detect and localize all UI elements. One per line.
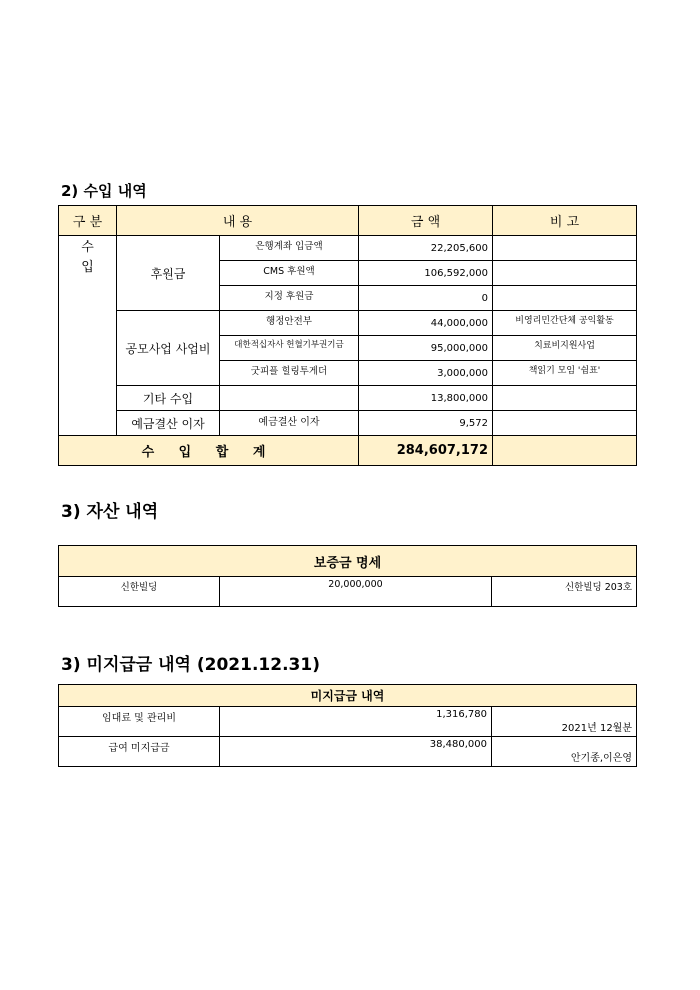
table-row [59,707,637,737]
total-amount: 284,607,172 [359,436,493,466]
unpaid-title: 미지급금 내역 [59,685,637,707]
row-item: 지정 후원금 [220,286,359,311]
group-interest: 예금결산 이자 [117,411,220,436]
group-other: 기타 수입 [117,386,220,411]
group-donation: 후원금 [117,236,220,311]
income-header-row [59,206,637,236]
group-project: 공모사업 사업비 [117,311,220,386]
row-item: 은행계좌 입금액 [220,236,359,261]
unpaid-amount: 1,316,780 [220,707,492,737]
row-amount: 22,205,600 [359,236,493,261]
asset-heading: 3) 자산 내역 [61,502,159,522]
unpaid-note: 안기종,이은영 [492,737,637,767]
table-row [59,386,637,411]
unpaid-item: 임대료 및 관리비 [59,707,220,737]
table-row [59,311,637,336]
row-note: 치료비지원사업 [493,336,637,361]
row-amount: 95,000,000 [359,336,493,361]
deposit-amount: 20,000,000 [220,577,492,607]
total-label: 수 입 합 계 [59,436,359,466]
unpaid-amount: 38,480,000 [220,737,492,767]
table-row [59,577,637,607]
deposit-table [58,545,637,607]
row-item [220,386,359,411]
row-amount: 13,800,000 [359,386,493,411]
row-note [493,411,637,436]
row-item: CMS 후원액 [220,261,359,286]
row-amount: 0 [359,286,493,311]
unpaid-note: 2021년 12월분 [492,707,637,737]
deposit-header-row [59,546,637,577]
row-amount: 9,572 [359,411,493,436]
row-note [493,236,637,261]
header-amount: 금 액 [359,206,493,236]
row-note [493,386,637,411]
row-note [493,286,637,311]
row-amount: 44,000,000 [359,311,493,336]
header-note: 비 고 [493,206,637,236]
row-item: 행정안전부 [220,311,359,336]
table-row [59,737,637,767]
unpaid-table [58,684,637,767]
row-amount: 3,000,000 [359,361,493,386]
row-note [493,261,637,286]
unpaid-item: 급여 미지급금 [59,737,220,767]
deposit-note: 신한빌딩 203호 [492,577,637,607]
row-item: 예금결산 이자 [220,411,359,436]
row-amount: 106,592,000 [359,261,493,286]
row-note: 책읽기 모임 '쉼표' [493,361,637,386]
table-row [59,236,637,261]
unpaid-header-row [59,685,637,707]
income-heading: 2) 수입 내역 [61,182,147,200]
income-category-label: 수 입 [59,236,117,436]
unpaid-heading: 3) 미지급금 내역 (2021.12.31) [61,655,320,675]
header-content: 내 용 [117,206,359,236]
income-table [58,205,637,466]
total-note [493,436,637,466]
row-item: 굿피플 힐링투게더 [220,361,359,386]
deposit-title: 보증금 명세 [59,546,637,577]
table-row [59,411,637,436]
row-note: 비영리민간단체 공익활동 [493,311,637,336]
income-total-row [59,436,637,466]
deposit-name: 신한빌딩 [59,577,220,607]
row-item: 대한적십자사 헌혈기부권기금 [220,336,359,361]
header-category: 구 분 [59,206,117,236]
